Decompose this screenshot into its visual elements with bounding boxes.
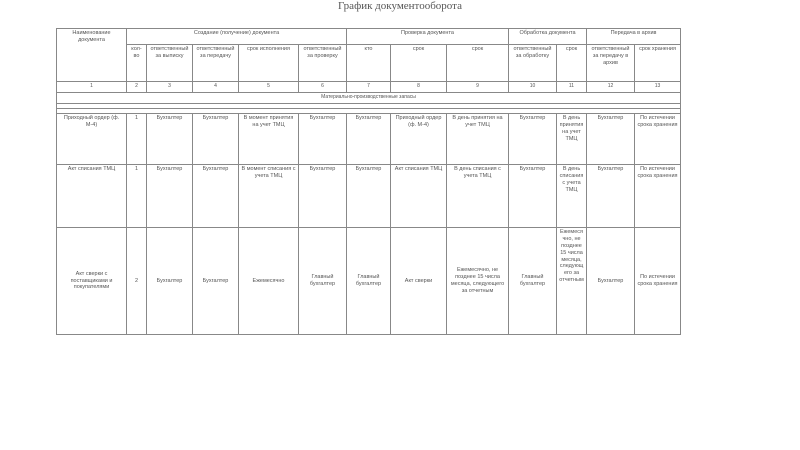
col-number: 12 (587, 82, 635, 93)
table-cell: Бухгалтер (587, 228, 635, 335)
col-header: ответственный за передачу (193, 45, 239, 82)
table-row (57, 114, 681, 165)
header-group-processing: Обработка документа (509, 29, 587, 45)
table-cell: Приходный ордер (ф. М-4) (391, 114, 447, 165)
table-cell: Бухгалтер (509, 165, 557, 228)
table-cell: Бухгалтер (193, 165, 239, 228)
table-cell: Главный бухгалтер (347, 228, 391, 335)
table-cell: Бухгалтер (193, 228, 239, 335)
table-cell: Ежемесячно, не позднее 15 числа месяца, следующего за отчетным (557, 228, 587, 335)
table-cell: В день принятия на учет ТМЦ (557, 114, 587, 165)
header-group-check: Проверка документа (347, 29, 509, 45)
table-cell: Бухгалтер (587, 114, 635, 165)
col-header: срок (391, 45, 447, 82)
cell-document-name: Акт сверки с поставщиками и покупателями (57, 228, 127, 335)
table-cell: Бухгалтер (193, 114, 239, 165)
table-cell: Бухгалтер (299, 165, 347, 228)
col-header: кол-во (127, 45, 147, 82)
cell-quantity: 1 (127, 165, 147, 228)
col-number: 10 (509, 82, 557, 93)
col-header: срок (447, 45, 509, 82)
col-header: срок исполнения (239, 45, 299, 82)
table-row (57, 165, 681, 228)
col-number: 4 (193, 82, 239, 93)
cell-quantity: 2 (127, 228, 147, 335)
table-cell: Бухгалтер (299, 114, 347, 165)
document-flow-table (56, 28, 681, 335)
col-header: ответственный за обработку (509, 45, 557, 82)
header-group-archive: Передача в архив (587, 29, 681, 45)
col-number: 8 (391, 82, 447, 93)
col-number: 1 (57, 82, 127, 93)
table-cell: Акт списания ТМЦ (391, 165, 447, 228)
table-cell: Бухгалтер (147, 114, 193, 165)
header-document-name: Наименование документа (57, 29, 127, 82)
table-cell: Бухгалтер (587, 165, 635, 228)
col-number: 13 (635, 82, 681, 93)
table-cell: Бухгалтер (147, 228, 193, 335)
col-header: срок хранения (635, 45, 681, 82)
col-number: 11 (557, 82, 587, 93)
section-title: Материально-производственные запасы (57, 93, 681, 104)
header-group-creation: Создание (получение) документа (127, 29, 347, 45)
table-cell: В день списания с учета ТМЦ (447, 165, 509, 228)
column-header-row (57, 45, 681, 82)
col-header: ответственный за проверку (299, 45, 347, 82)
col-number: 3 (147, 82, 193, 93)
document-title: График документооборота (338, 0, 462, 12)
table-cell: Бухгалтер (347, 165, 391, 228)
col-number: 2 (127, 82, 147, 93)
table-cell: В момент списания с учета ТМЦ (239, 165, 299, 228)
table-cell: Главный бухгалтер (509, 228, 557, 335)
table-cell: В день списания с учета ТМЦ (557, 165, 587, 228)
cell-document-name: Приходный ордер (ф. М-4) (57, 114, 127, 165)
col-header: ответственный за выписку (147, 45, 193, 82)
col-number: 9 (447, 82, 509, 93)
col-header: кто (347, 45, 391, 82)
table-cell: В день принятия на учет ТМЦ (447, 114, 509, 165)
col-header: ответственный за передачу в архив (587, 45, 635, 82)
table-row (57, 228, 681, 335)
column-number-row (57, 82, 681, 93)
table-cell: Главный бухгалтер (299, 228, 347, 335)
table-cell: Бухгалтер (347, 114, 391, 165)
col-number: 5 (239, 82, 299, 93)
table-cell: По истечении срока хранения (635, 114, 681, 165)
cell-document-name: Акт списания ТМЦ (57, 165, 127, 228)
group-header-row (57, 29, 681, 45)
table-cell: Бухгалтер (509, 114, 557, 165)
section-row (57, 93, 681, 104)
table-cell: По истечении срока хранения (635, 228, 681, 335)
table-cell: Ежемесячно (239, 228, 299, 335)
table-cell: По истечении срока хранения (635, 165, 681, 228)
cell-quantity: 1 (127, 114, 147, 165)
col-header: срок (557, 45, 587, 82)
table-cell: Бухгалтер (147, 165, 193, 228)
table-cell: Ежемесячно, не позднее 15 числа месяца, следующего за отчетным (447, 228, 509, 335)
table-cell: Акт сверки (391, 228, 447, 335)
table-cell: В момент принятия на учет ТМЦ (239, 114, 299, 165)
col-number: 6 (299, 82, 347, 93)
col-number: 7 (347, 82, 391, 93)
